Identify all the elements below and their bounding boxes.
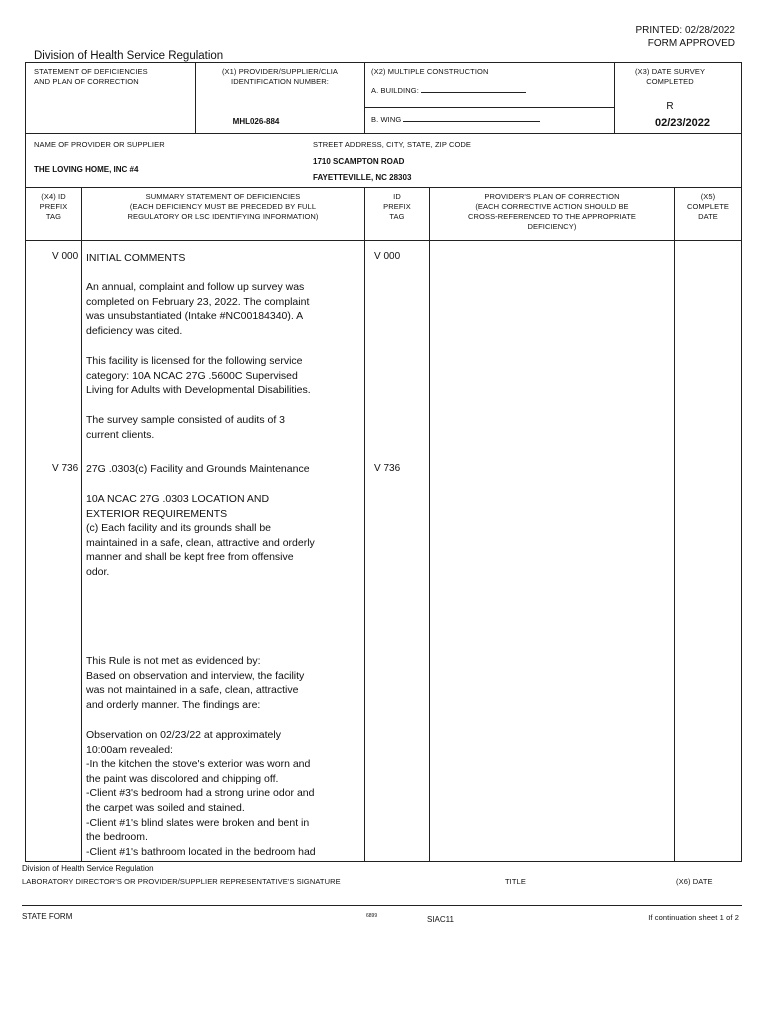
x1-label: (X1) PROVIDER/SUPPLIER/CLIA IDENTIFICATION NUMBER:: [221, 67, 339, 86]
frame-right: [741, 62, 742, 862]
form-code: 6899: [366, 913, 378, 919]
x5-header: (X5) COMPLETE DATE: [686, 192, 730, 221]
x3-date: 02/23/2022: [654, 117, 711, 129]
frame-top: [25, 62, 742, 63]
initial-comments-title: INITIAL COMMENTS: [86, 252, 186, 264]
paragraph-findings: This Rule is not met as evidenced by: Based on observation and interview, the facility was not maintained in a safe, clean, attractive and orderly manner. The findings are:: [86, 655, 305, 711]
x2-label: (X2) MULTIPLE CONSTRUCTION: [371, 67, 489, 76]
paragraph-rule: 10A NCAC 27G .0303 LOCATION AND EXTERIOR REQUIREMENTS (c) Each facility and its grounds shall be maintained in a safe, clean, attractive and orderly manner and shall be kept free from offensive odor.: [86, 493, 315, 578]
provider-name: THE LOVING HOME, INC #4: [34, 165, 139, 174]
printed-date: PRINTED: 02/28/2022: [635, 25, 735, 36]
address-line2: FAYETTEVILLE, NC 28303: [313, 173, 412, 182]
provider-name-label: NAME OF PROVIDER OR SUPPLIER: [34, 140, 165, 149]
summary-header: SUMMARY STATEMENT OF DEFICIENCIES (EACH DEFICIENCY MUST BE PRECEDED BY FULL REGULATORY OR LSC IDENTIFYING INFORMATION): [127, 192, 319, 221]
divider-x2: [364, 62, 365, 133]
paragraph-survey: An annual, complaint and follow up survey was completed on February 23, 2022. The complaint was unsubstantiated (Intake #NC00184340). A deficiency was cited.: [86, 281, 310, 337]
footer-rule: [22, 905, 742, 906]
divider-columns-top: [25, 187, 742, 188]
footer-division: Division of Health Service Regulation: [22, 864, 154, 873]
col-divider-3: [429, 187, 430, 861]
divider-columns-bottom: [25, 240, 742, 241]
title-label: TITLE: [505, 877, 526, 886]
building-blank: [421, 84, 526, 93]
signature-label: LABORATORY DIRECTOR'S OR PROVIDER/SUPPLIER REPRESENTATIVE'S SIGNATURE: [22, 877, 341, 886]
col-divider-2: [364, 187, 365, 861]
statement-label: STATEMENT OF DEFICIENCIES AND PLAN OF CORRECTION: [34, 67, 148, 86]
x4-header: (X4) ID PREFIX TAG: [39, 192, 68, 221]
frame-bottom: [25, 861, 742, 862]
x6-date-label: (X6) DATE: [676, 877, 713, 886]
wing-label: B. WING: [371, 113, 540, 125]
siac-code: SIAC11: [427, 915, 454, 924]
continuation-sheet: If continuation sheet 1 of 2: [648, 913, 739, 922]
building-label: A. BUILDING:: [371, 84, 526, 96]
id-header: ID PREFIX TAG: [383, 192, 411, 221]
divider-provider-top: [25, 133, 742, 134]
address-line1: 1710 SCAMPTON ROAD: [313, 157, 405, 166]
x3-code: R: [666, 101, 674, 112]
col-divider-1: [81, 187, 82, 861]
division-title: Division of Health Service Regulation: [34, 50, 224, 62]
tag-v000-right: V 000: [374, 251, 401, 262]
paragraph-observation: Observation on 02/23/22 at approximately 10:00am revealed: -In the kitchen the stove's exterior was worn and the paint was discolored and chipping off. -Client #3's bedroom had a strong urine odor and the carpet was soiled and stained. -Client #1's blind slates were broken and bent in the bedroom. -Client #1's bathroom located in the bedroom had: [86, 729, 316, 858]
plan-header: PROVIDER'S PLAN OF CORRECTION (EACH CORRECTIVE ACTION SHOULD BE CROSS-REFERENCED TO THE APPROPRIATE DEFICIENCY): [468, 192, 636, 231]
paragraph-license: This facility is licensed for the following service category: 10A NCAC 27G .5600C Supervised Living for Adults with Developmental Disabilities.: [86, 355, 311, 397]
tag-v736: V 736: [52, 463, 79, 474]
frame-left: [25, 62, 26, 862]
x1-value: MHL026-884: [232, 117, 280, 126]
col-divider-4: [674, 187, 675, 861]
tag-v736-right: V 736: [374, 463, 401, 474]
tag-v000: V 000: [52, 251, 79, 262]
wing-blank: [403, 113, 540, 122]
v736-title: 27G .0303(c) Facility and Grounds Maintenance: [86, 463, 310, 475]
divider-wing: [364, 107, 614, 108]
form-approved: FORM APPROVED: [647, 38, 735, 49]
paragraph-sample: The survey sample consisted of audits of 3 current clients.: [86, 414, 286, 441]
x3-label: (X3) DATE SURVEY COMPLETED: [634, 67, 706, 86]
state-form-label: STATE FORM: [22, 912, 73, 921]
address-label: STREET ADDRESS, CITY, STATE, ZIP CODE: [313, 140, 472, 149]
